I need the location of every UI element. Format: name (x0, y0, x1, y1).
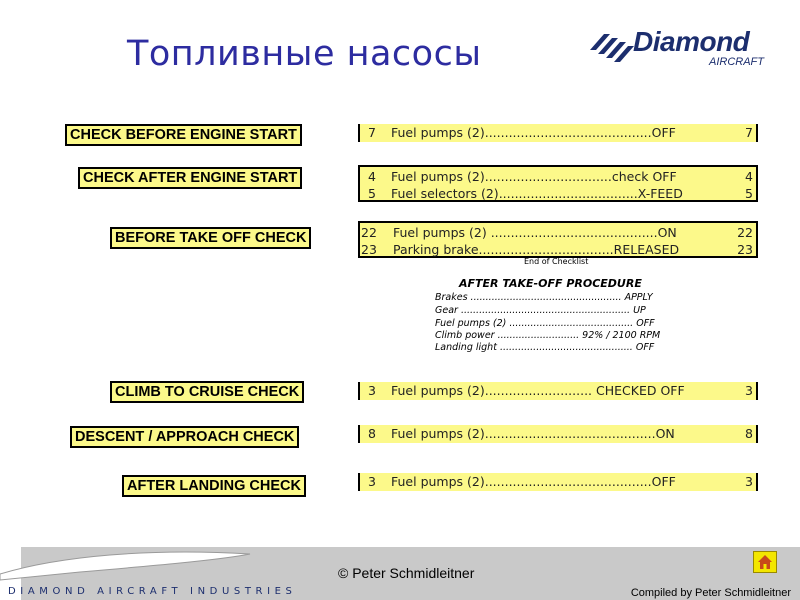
step-value: ON (657, 225, 677, 240)
step-item: Fuel pumps (2) (393, 225, 487, 240)
step-item: Fuel pumps (2) (391, 169, 485, 184)
step-value: check OFF (611, 169, 677, 184)
step-item: Fuel pumps (2) (391, 125, 485, 140)
home-icon (757, 554, 773, 570)
step-number-right: 3 (745, 474, 753, 489)
label-descent-approach: DESCENT / APPROACH CHECK (70, 426, 299, 448)
step-value: ON (655, 426, 675, 441)
step-text (393, 241, 679, 258)
step-dots: ........................................... (484, 426, 656, 441)
step-text (393, 224, 677, 241)
step-dots: .......................................... (484, 474, 652, 489)
step-value: OFF (651, 474, 676, 489)
after-takeoff-item: Gear ........................................................ UP (435, 305, 646, 316)
label-climb-to-cruise: CLIMB TO CRUISE CHECK (110, 381, 304, 403)
step-number: 23 (361, 242, 377, 257)
after-takeoff-title: AFTER TAKE-OFF PROCEDURE (459, 277, 642, 290)
checklist-descent-approach (358, 425, 758, 443)
checklist-after-engine-start (358, 165, 758, 202)
step-text (391, 168, 677, 185)
step-dots: .................................. (478, 242, 614, 257)
step-number-right: 23 (737, 242, 753, 257)
step-dots: ................................... (498, 186, 638, 201)
label-before-engine-start: CHECK BEFORE ENGINE START (65, 124, 302, 146)
step-number-right: 3 (745, 383, 753, 398)
step-text (391, 425, 675, 442)
step-number: 22 (361, 225, 377, 240)
step-number-right: 8 (745, 426, 753, 441)
step-number: 7 (368, 125, 376, 140)
label-after-landing: AFTER LANDING CHECK (122, 475, 306, 497)
step-item: Parking brake (393, 242, 479, 257)
after-takeoff-item: Landing light ............................................ OFF (435, 342, 655, 353)
step-number-right: 7 (745, 125, 753, 140)
copyright-text: © Peter Schmidleitner (338, 565, 475, 581)
step-dots: ........................... (484, 383, 593, 398)
step-item: Fuel pumps (2) (391, 426, 485, 441)
step-number: 4 (368, 169, 376, 184)
step-number: 3 (368, 383, 376, 398)
step-item: Fuel pumps (2) (391, 474, 485, 489)
after-takeoff-item: Fuel pumps (2) ......................................... OFF (435, 318, 655, 329)
diamond-wing-icon (588, 30, 634, 64)
step-item: Fuel selectors (2) (391, 186, 499, 201)
step-dots: .......................................... (486, 225, 658, 240)
step-text (391, 124, 676, 141)
after-takeoff-item: Climb power ........................... 92% / 2100 RPM (435, 330, 661, 341)
aircraft-swoosh-icon (0, 546, 330, 586)
logo-brand: Diamond (633, 26, 750, 57)
step-value: CHECKED OFF (596, 383, 685, 398)
checklist-row (360, 124, 756, 141)
checklist-row (360, 382, 756, 399)
checklist-row (360, 224, 756, 241)
compiled-by-text: Compiled by Peter Schmidleitner (630, 587, 791, 599)
diamond-logo (588, 28, 778, 72)
step-number: 3 (368, 474, 376, 489)
checklist-climb-to-cruise (358, 382, 758, 400)
label-after-engine-start: CHECK AFTER ENGINE START (78, 167, 302, 189)
checklist-row (360, 185, 756, 202)
step-text (391, 473, 676, 490)
footer-company-name: DIAMOND AIRCRAFT INDUSTRIES (8, 586, 297, 597)
after-takeoff-item: Brakes .................................................. APPLY (435, 292, 653, 303)
logo-sub: AIRCRAFT (709, 56, 764, 68)
step-number-right: 4 (745, 169, 753, 184)
slide-title: Топливные насосы (127, 34, 482, 74)
step-value: X-FEED (637, 186, 683, 201)
checklist-after-landing (358, 473, 758, 491)
step-value: OFF (651, 125, 676, 140)
checklist-row (360, 168, 756, 185)
checklist-row (360, 425, 756, 442)
checklist-row (360, 241, 756, 258)
checklist-row (360, 473, 756, 490)
step-number-right: 5 (745, 186, 753, 201)
step-dots: ................................ (484, 169, 612, 184)
checklist-before-engine-start (358, 124, 758, 142)
step-value: RELEASED (613, 242, 680, 257)
step-number-right: 22 (737, 225, 753, 240)
step-item: Fuel pumps (2) (391, 383, 485, 398)
home-button[interactable] (753, 551, 777, 573)
step-number: 8 (368, 426, 376, 441)
step-text (391, 185, 683, 202)
step-number: 5 (368, 186, 376, 201)
checklist-before-take-off (358, 221, 758, 258)
end-of-checklist-note: End of Checklist (524, 257, 589, 266)
label-before-take-off: BEFORE TAKE OFF CHECK (110, 227, 311, 249)
step-text (391, 382, 685, 399)
step-dots: .......................................... (484, 125, 652, 140)
